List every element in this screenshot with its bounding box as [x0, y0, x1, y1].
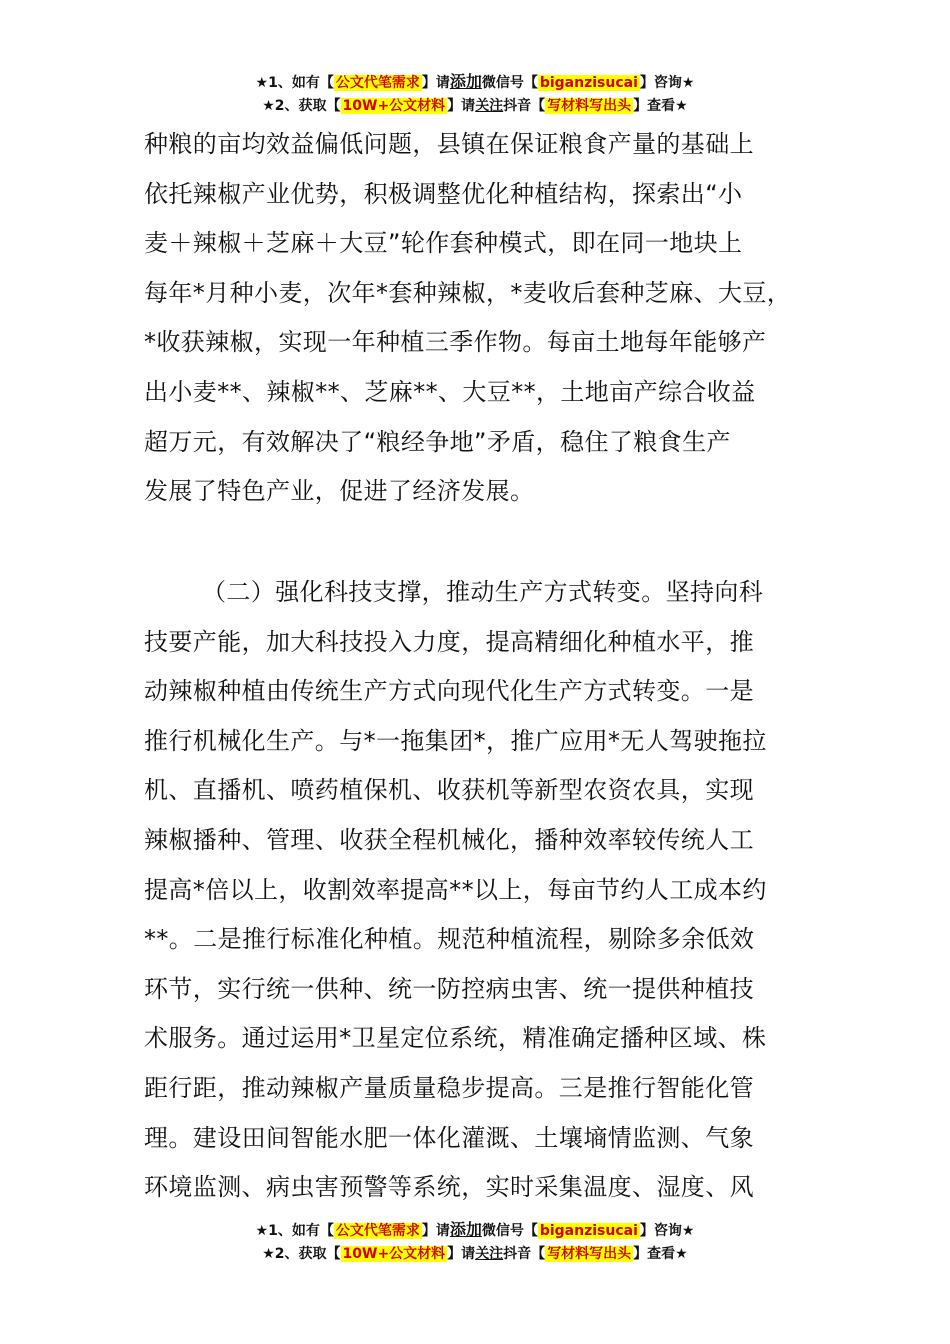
- text-line: 术服务。通过运用*卫星定位系统，精准确定播种区域、株: [144, 1024, 767, 1053]
- text-line: 依托辣椒产业优势，积极调整优化种植结构，探索出“小: [144, 179, 743, 208]
- banner-text: 】请: [447, 98, 476, 114]
- text-line: 理。建设田间智能水肥一体化灌溉、土壤墒情监测、气象: [144, 1123, 754, 1152]
- text-line: 技要产能，加大科技投入力度，提高精细化种植水平，推: [144, 627, 754, 656]
- banner-highlight: 写材料写出头: [547, 1246, 632, 1262]
- text-line: 机、直播机、喷药植保机、收获机等新型农资农具，实现: [144, 776, 754, 805]
- banner-underlined-text: 添加: [449, 72, 482, 91]
- banner-highlight: biganzisucai: [539, 1223, 638, 1239]
- banner-text: ★1、如有【: [255, 1223, 334, 1239]
- banner-highlight: 公文代笔需求: [335, 75, 420, 91]
- banner-text: 】查看★: [633, 1246, 688, 1262]
- text-line: 发展了特色产业，促进了经济发展。: [144, 477, 535, 506]
- text-line: 环节，实行统一供种、统一防控病虫害、统一提供种植技: [144, 974, 754, 1003]
- banner-text: 抖音【: [503, 1246, 546, 1262]
- text-line: 距行距，推动辣椒产量质量稳步提高。三是推行智能化管: [144, 1073, 754, 1102]
- text-line: 麦＋辣椒＋芝麻＋大豆”轮作套种模式，即在同一地块上: [144, 229, 743, 258]
- banner-text: 】请: [421, 75, 450, 91]
- text-line: 辣椒播种、管理、收获全程机械化，播种效率较传统人工: [144, 825, 754, 854]
- text-line: （二）强化科技支撑，推动生产方式转变。坚持向科: [202, 578, 764, 606]
- banner-line-1: [0, 1218, 950, 1242]
- text-line: 出小麦**、辣椒**、芝麻**、大豆**，土地亩产综合收益: [144, 377, 756, 406]
- text-line: 动辣椒种植由传统生产方式向现代化生产方式转变。一是: [144, 677, 754, 706]
- text-line: 每年*月种小麦，次年*套种辣椒，*麦收后套种芝麻、大豆，: [144, 278, 792, 307]
- text-line: 种粮的亩均效益偏低问题，县镇在保证粮食产量的基础上: [144, 130, 754, 158]
- banner-highlight: 写材料写出头: [547, 98, 632, 114]
- banner-text: ★2、获取【: [262, 1246, 341, 1262]
- banner-highlight: 10W+公文材料: [342, 1246, 446, 1262]
- banner-text: 抖音【: [503, 98, 546, 114]
- banner-highlight: 10W+公文材料: [342, 98, 446, 114]
- body-paragraph-1: [144, 120, 808, 517]
- banner-highlight: biganzisucai: [539, 75, 638, 91]
- banner-text: ★1、如有【: [255, 75, 334, 91]
- banner-text: 微信号【: [481, 1223, 538, 1239]
- text-line: *收获辣椒，实现一年种植三季作物。每亩土地每年能够产: [144, 328, 767, 357]
- banner-text: 】请: [421, 1223, 450, 1239]
- banner-text: 微信号【: [481, 75, 538, 91]
- text-line: 推行机械化生产。与*一拖集团*，推广应用*无人驾驶拖拉: [144, 726, 767, 755]
- banner-line-2: [0, 1242, 950, 1266]
- text-line: **。二是推行标准化种植。规范种植流程，剔除多余低效: [144, 925, 755, 954]
- text-line: 超万元，有效解决了“粮经争地”矛盾，稳住了粮食生产: [144, 427, 731, 456]
- banner-text: 】请: [447, 1246, 476, 1262]
- banner-text: 】查看★: [633, 98, 688, 114]
- banner-line-1: [0, 70, 950, 94]
- text-line: 提高*倍以上，收割效率提高**以上，每亩节约人工成本约: [144, 875, 767, 904]
- header-banner: [0, 70, 950, 118]
- banner-underlined-text: 添加: [449, 1220, 482, 1239]
- banner-text: 】咨询★: [639, 1223, 695, 1239]
- banner-line-2: [0, 94, 950, 118]
- banner-underlined-text: 关注: [475, 1246, 504, 1262]
- text-line: 环境监测、病虫害预警等系统，实时采集温度、湿度、风: [144, 1173, 754, 1202]
- banner-highlight: 公文代笔需求: [335, 1223, 420, 1239]
- banner-text: ★2、获取【: [262, 98, 341, 114]
- body-paragraph-2: [144, 568, 808, 1213]
- footer-banner: [0, 1218, 950, 1266]
- banner-underlined-text: 关注: [475, 98, 504, 114]
- banner-text: 】咨询★: [639, 75, 695, 91]
